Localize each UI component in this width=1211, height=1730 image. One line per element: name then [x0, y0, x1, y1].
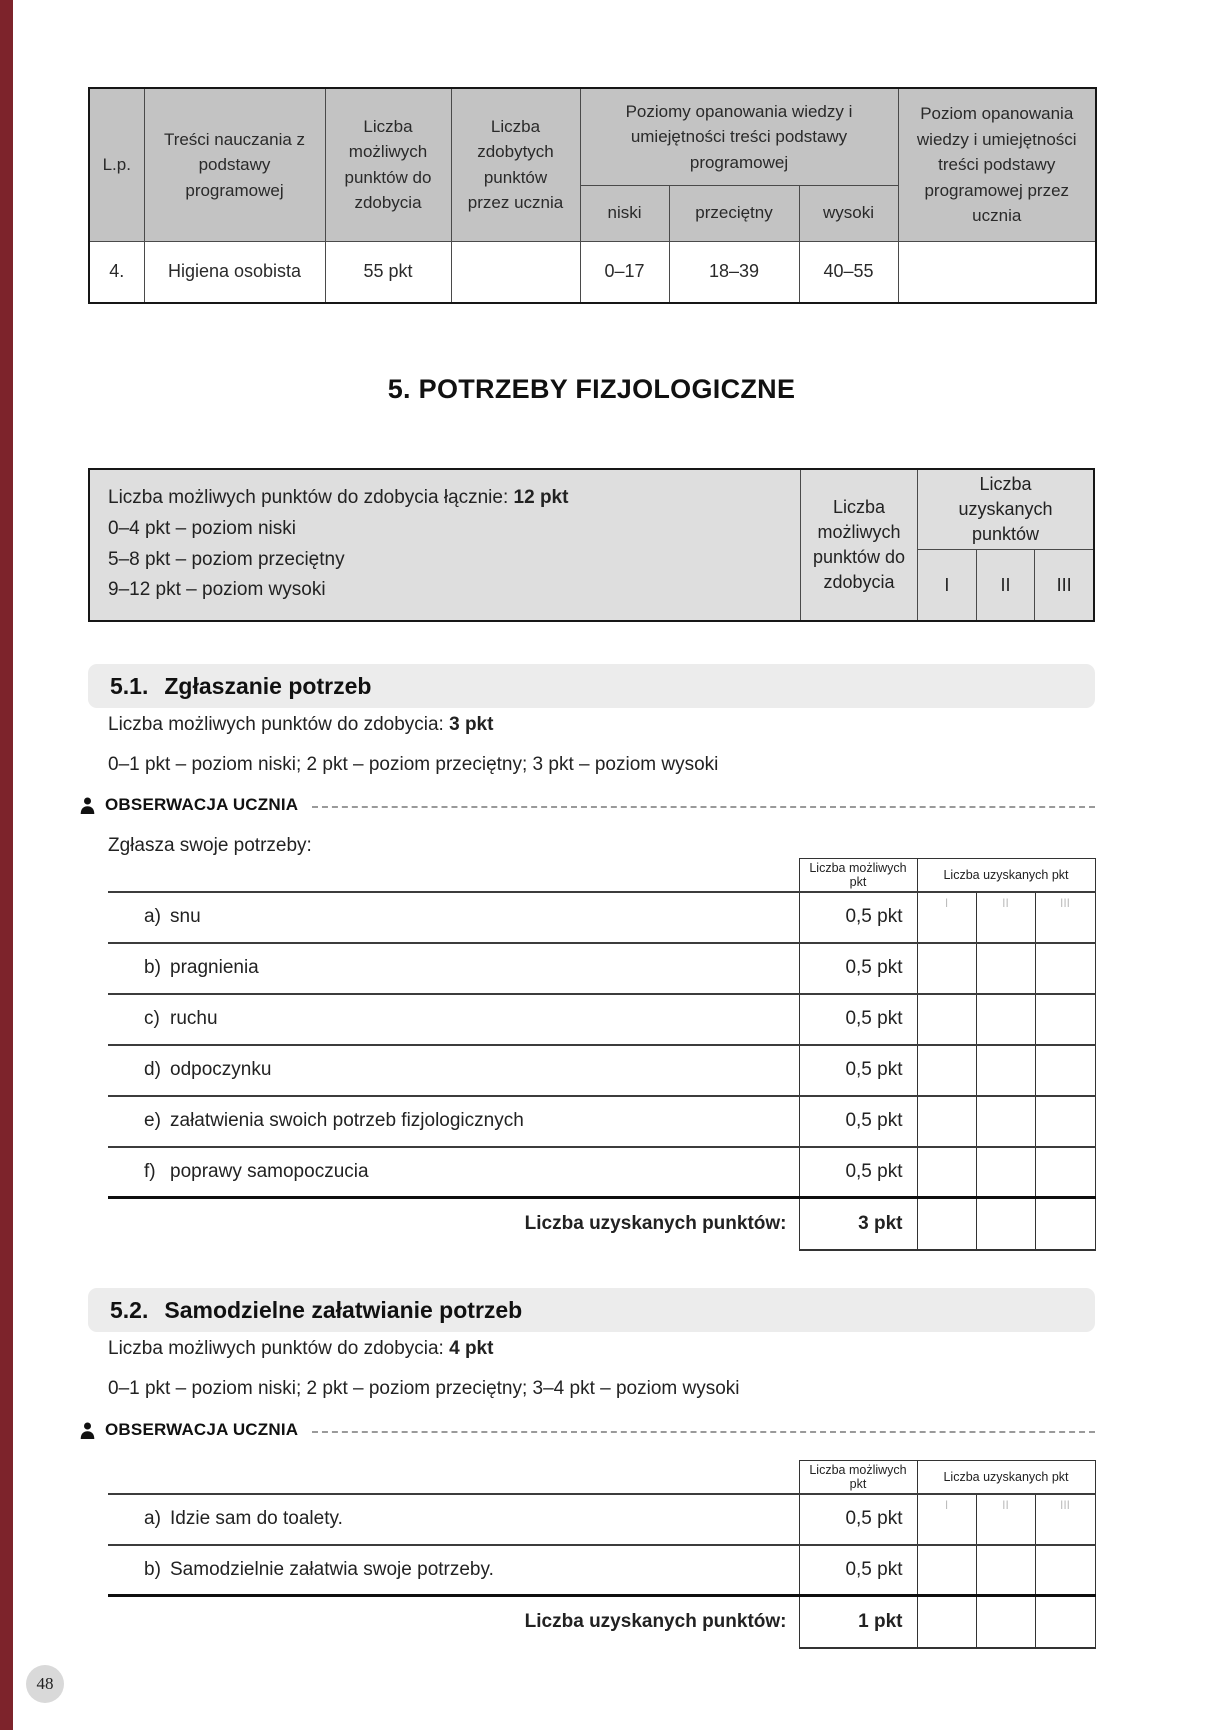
col-header-wysoki: wysoki [799, 185, 898, 241]
observation-label: OBSERWACJA UCZNIA [105, 795, 299, 814]
col-header-niski: niski [580, 185, 669, 241]
table-row [108, 1494, 1095, 1545]
cell-lp: 4. [89, 241, 144, 303]
score-cell-empty [917, 1494, 976, 1545]
roman-label: III [1060, 895, 1071, 910]
item-points: 0,5 pkt [799, 1494, 917, 1545]
score-cell-empty [917, 1147, 976, 1198]
score-cell-empty [1035, 994, 1095, 1045]
col-header-mozliwych: Liczba możliwych punktów do zdobycia [325, 88, 451, 241]
col-header-przecietny: przeciętny [669, 185, 799, 241]
page-edge-accent-bar [0, 0, 13, 1730]
cell-poziom-ucznia-empty [898, 241, 1096, 303]
subsection-5-1-heading [88, 664, 1095, 708]
score-header-uzyskanych: Liczba uzyskanych pkt [917, 1461, 1095, 1494]
item-points: 0,5 pkt [799, 1045, 917, 1096]
observation-label: OBSERWACJA UCZNIA [105, 1420, 299, 1439]
subsection-number: 5.2. [110, 1296, 149, 1323]
roman-label: I [944, 895, 949, 910]
item-text: a) snu [108, 892, 799, 943]
table-row [89, 241, 1096, 303]
score-cell-empty [1035, 1494, 1095, 1545]
person-icon [80, 797, 95, 814]
cell-niski: 0–17 [580, 241, 669, 303]
summary-roman-cell-2: II [977, 550, 1036, 620]
score-cell-empty [1035, 943, 1095, 994]
score-cell-empty [1035, 892, 1095, 943]
score-cell-empty [1035, 1096, 1095, 1147]
item-points: 0,5 pkt [799, 1096, 917, 1147]
total-label: Liczba uzyskanych punktów: [108, 1596, 799, 1648]
cell-przecietny: 18–39 [669, 241, 799, 303]
summary-col-uzyskanych [918, 470, 1093, 620]
points-possible-value: 3 pkt [449, 714, 494, 735]
score-cell-empty [976, 994, 1035, 1045]
score-cell-empty [917, 943, 976, 994]
roman-label: II [1002, 895, 1009, 910]
item-points: 0,5 pkt [799, 994, 917, 1045]
score-table-5-1 [108, 858, 1096, 1251]
summary-line-wysoki: 9–12 pkt – poziom wysoki [108, 579, 326, 601]
person-icon [80, 1422, 95, 1439]
item-text: e) załatwienia swoich potrzeb fizjologicznych [108, 1096, 799, 1147]
table-row [108, 892, 1095, 943]
score-table-5-2 [108, 1460, 1096, 1649]
col-header-zdobytych: Liczba zdobytych punktów przez ucznia [451, 88, 580, 241]
total-points: 1 pkt [799, 1596, 917, 1648]
roman-label: I [944, 1497, 949, 1512]
table-row [108, 1096, 1095, 1147]
assessment-summary-table [88, 87, 1097, 304]
table-row [108, 994, 1095, 1045]
points-possible-line: Liczba możliwych punktów do zdobycia: 3 pkt [108, 714, 494, 735]
summary-legend [90, 470, 801, 620]
table-row [108, 1147, 1095, 1198]
score-cell-empty [1035, 1147, 1095, 1198]
total-row [108, 1198, 1095, 1250]
dotted-rule [312, 806, 1095, 808]
summary-line-niski: 0–4 pkt – poziom niski [108, 517, 296, 539]
score-cell-empty [917, 1045, 976, 1096]
score-cell-empty [976, 943, 1035, 994]
roman-label: II [1002, 1497, 1009, 1512]
observation-header [80, 1420, 1095, 1440]
total-row [108, 1596, 1095, 1648]
levels-line: 0–1 pkt – poziom niski; 2 pkt – poziom przeciętny; 3–4 pkt – poziom wysoki [108, 1378, 740, 1399]
score-cell-empty [1035, 1545, 1095, 1596]
item-points: 0,5 pkt [799, 1147, 917, 1198]
page-number: 48 [36, 1674, 54, 1693]
table-row [108, 1545, 1095, 1596]
cell-zdobytych-empty [451, 241, 580, 303]
score-cell-empty [976, 1045, 1035, 1096]
score-cell-empty [917, 994, 976, 1045]
col-header-lp: L.p. [89, 88, 144, 241]
score-cell-empty [917, 1545, 976, 1596]
item-points: 0,5 pkt [799, 892, 917, 943]
subsection-5-2-heading [88, 1288, 1095, 1332]
score-cell-empty [976, 1147, 1035, 1198]
dotted-rule [312, 1431, 1095, 1433]
roman-label: III [1060, 1497, 1071, 1512]
score-cell-empty [917, 892, 976, 943]
score-cell-empty [976, 892, 1035, 943]
score-cell-empty [1035, 1198, 1095, 1250]
item-text: d) odpoczynku [108, 1045, 799, 1096]
summary-col-mozliwych: Liczba możliwych punktów do zdobycia [801, 470, 918, 620]
score-cell-empty [976, 1096, 1035, 1147]
subsection-title: Samodzielne załatwianie potrzeb [164, 1296, 523, 1323]
spacer [108, 859, 799, 892]
levels-line: 0–1 pkt – poziom niski; 2 pkt – poziom przeciętny; 3 pkt – poziom wysoki [108, 754, 719, 775]
cell-tresci: Higiena osobista [144, 241, 325, 303]
summary-total-value: 12 pkt [513, 487, 569, 508]
score-cell-empty [976, 1545, 1035, 1596]
item-text: b) pragnienia [108, 943, 799, 994]
points-possible-value: 4 pkt [449, 1338, 494, 1359]
score-cell-empty [976, 1596, 1035, 1648]
section-title: 5. POTRZEBY FIZJOLOGICZNE [387, 374, 796, 404]
score-cell-empty [917, 1096, 976, 1147]
summary-line-przecietny: 5–8 pkt – poziom przeciętny [108, 548, 345, 570]
summary-col-uzyskanych-label: Liczba uzyskanych punktów [918, 470, 1093, 550]
item-text: f) poprawy samopoczucia [108, 1147, 799, 1198]
item-text: a) Idzie sam do toalety. [108, 1494, 799, 1545]
summary-line-total: Liczba możliwych punktów do zdobycia łącznie: 12 pkt [108, 487, 569, 508]
score-cell-empty [917, 1198, 976, 1250]
item-points: 0,5 pkt [799, 1545, 917, 1596]
score-header-mozliwych: Liczba możliwych pkt [799, 1461, 917, 1494]
spacer [108, 1461, 799, 1494]
summary-roman-cell-3: III [1056, 574, 1072, 595]
table-row [108, 1045, 1095, 1096]
total-points: 3 pkt [799, 1198, 917, 1250]
observation-intro: Zgłasza swoje potrzeby: [108, 835, 312, 856]
col-header-tresci: Treści nauczania z podstawy programowej [144, 88, 325, 241]
total-label: Liczba uzyskanych punktów: [108, 1198, 799, 1250]
score-header-uzyskanych: Liczba uzyskanych pkt [917, 859, 1095, 892]
points-possible-line: Liczba możliwych punktów do zdobycia: 4 pkt [108, 1338, 494, 1359]
score-header-mozliwych: Liczba możliwych pkt [799, 859, 917, 892]
subsection-title: Zgłaszanie potrzeb [164, 672, 372, 699]
score-cell-empty [976, 1198, 1035, 1250]
page-number-badge [26, 1665, 64, 1703]
item-points: 0,5 pkt [799, 943, 917, 994]
score-cell-empty [976, 1494, 1035, 1545]
summary-roman-cell-1: I [918, 550, 977, 620]
score-cell-empty [917, 1596, 976, 1648]
cell-mozliwych: 55 pkt [325, 241, 451, 303]
score-cell-empty [1035, 1045, 1095, 1096]
col-header-poziom-ucznia: Poziom opanowania wiedzy i umiejętności treści podstawy programowej przez ucznia [898, 88, 1096, 241]
cell-wysoki: 40–55 [799, 241, 898, 303]
score-cell-empty [1035, 1596, 1095, 1648]
observation-header [80, 795, 1095, 815]
item-text: b) Samodzielnie załatwia swoje potrzeby. [108, 1545, 799, 1596]
item-text: c) ruchu [108, 994, 799, 1045]
col-header-poziomy: Poziomy opanowania wiedzy i umiejętności treści podstawy programowej [580, 88, 898, 185]
subsection-number: 5.1. [110, 672, 149, 699]
section-summary-box [88, 468, 1095, 622]
table-row [108, 943, 1095, 994]
